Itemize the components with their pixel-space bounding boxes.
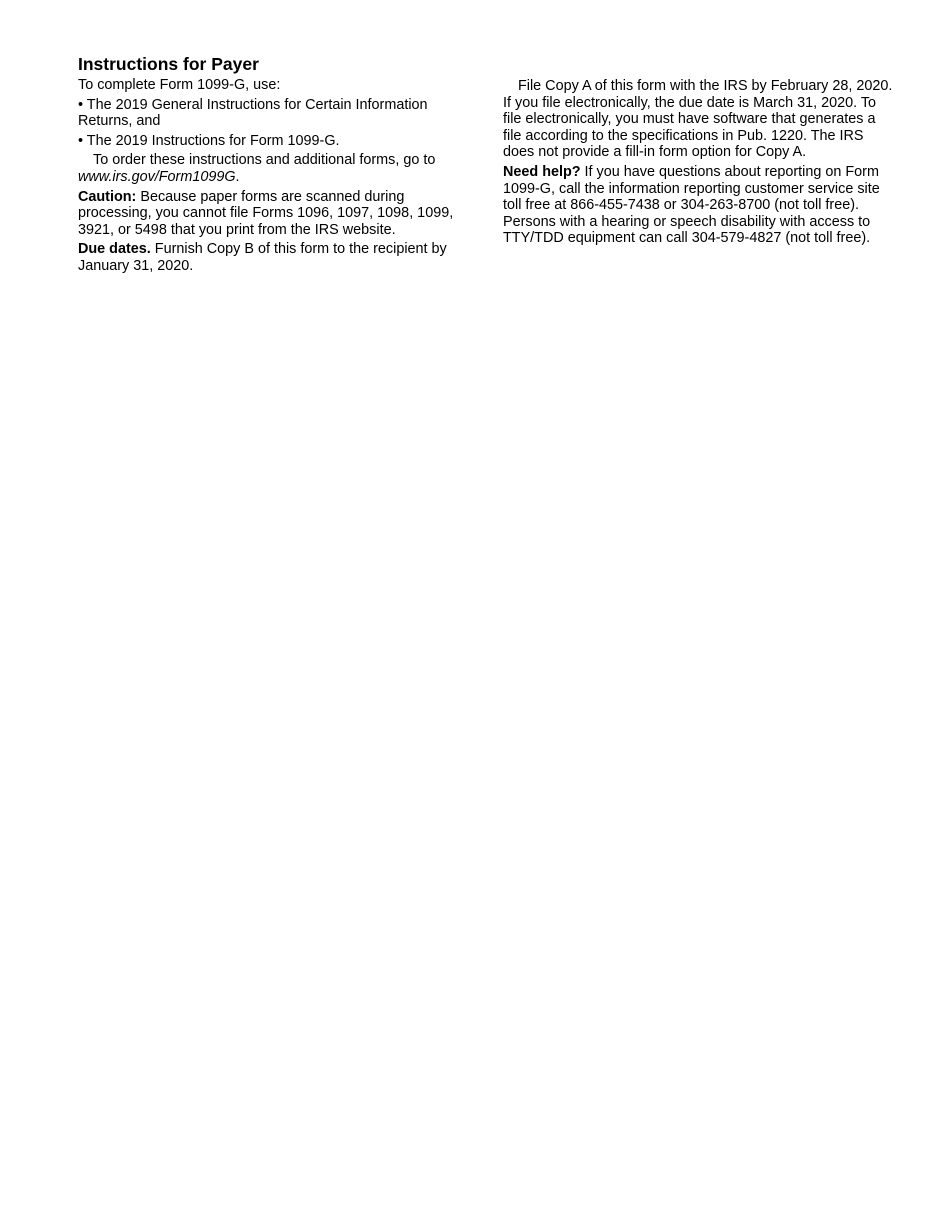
bullet-form-instructions: • The 2019 Instructions for Form 1099-G.	[78, 132, 340, 149]
caution-label: Caution:	[78, 188, 137, 205]
intro-text: To complete Form 1099-G, use:	[78, 77, 281, 93]
caution-paragraph	[78, 189, 474, 239]
page-title: Instructions for Payer	[78, 54, 259, 74]
irs-form-link[interactable]: www.irs.gov/Form1099G	[78, 168, 236, 185]
due-dates-label: Due dates.	[78, 241, 151, 258]
due-dates-text: Furnish Copy B of this form to the recipient by January 31, 2020.	[78, 241, 447, 274]
left-column	[78, 54, 474, 278]
order-text: To order these instructions and additional forms, go to	[93, 152, 436, 169]
order-end: .	[235, 168, 240, 185]
due-dates-paragraph	[78, 241, 474, 274]
need-help-paragraph	[503, 164, 895, 247]
caution-text: Because paper forms are scanned during processing, you cannot file Forms 1096, 1097, 1098, 1099, 3921, or 5498 that you print from the IRS website.	[78, 188, 454, 238]
order-paragraph	[78, 152, 474, 185]
right-column	[503, 78, 895, 250]
bullet-general-instructions: • The 2019 General Instructions for Certain Information Returns, and	[78, 96, 428, 130]
need-help-text: If you have questions about reporting on Form 1099-G, call the information reporting customer service site toll free at 866-455-7438 or 304-263-8700 (not toll free). Persons with a hearing or speech disability with access to TTY/TDD equipment can call 304-579-4827 (not toll free).	[503, 163, 880, 247]
need-help-label: Need help?	[503, 163, 581, 180]
file-copy-paragraph: File Copy A of this form with the IRS by February 28, 2020. If you file electronically, the due date is March 31, 2020. To file electronically, you must have software that generates a file according to the specifications in Pub. 1220. The IRS does not provide a fill-in form option for Copy A.	[503, 78, 893, 161]
